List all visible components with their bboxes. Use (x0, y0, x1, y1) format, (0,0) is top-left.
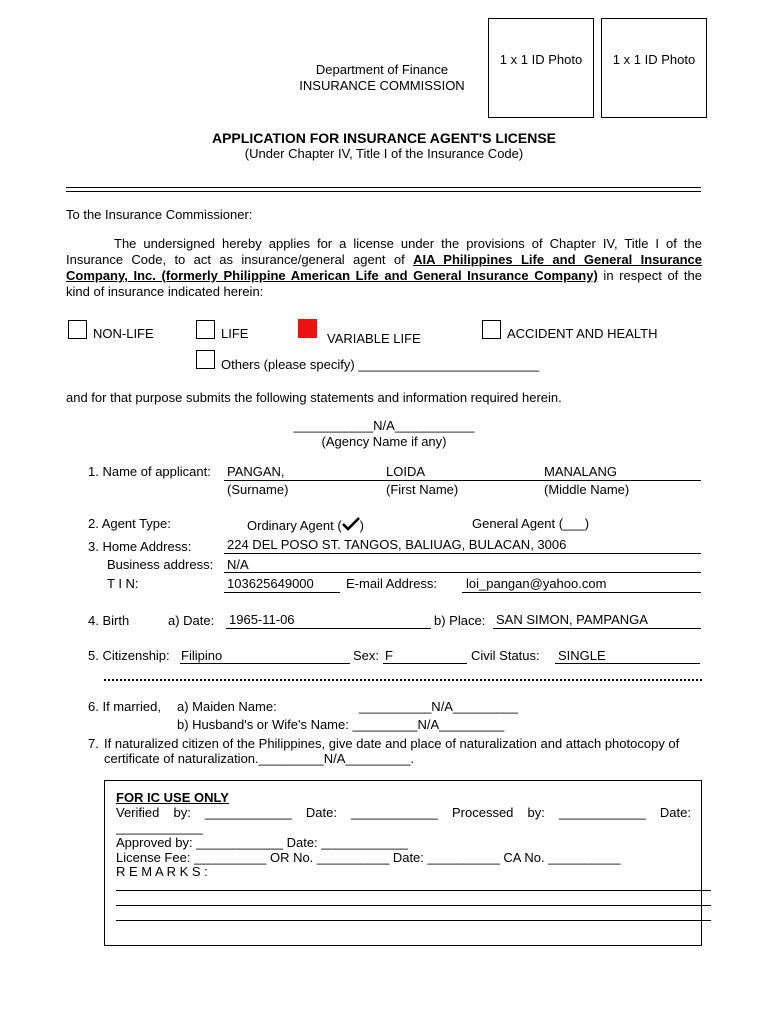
business-address-value: N/A (227, 557, 249, 572)
sex-value: F (385, 648, 393, 663)
dotted-divider (104, 679, 702, 681)
intro-paragraph: The undersigned hereby applies for a license under the provisions of Chapter IV, Title I of the Insurance Code, to act as insurance/general agent of AIA Philippines Life and General Insurance Company, Inc. (formerly Philippine American Life and General Insurance Company) in respect of the kind of insurance indicated herein: (66, 236, 703, 299)
form-title: APPLICATION FOR INSURANCE AGENT'S LICENSE (211, 130, 556, 146)
agency-name-value: ___________N/A___________ (293, 418, 475, 433)
others-label: Others (please specify) _________________________ (221, 357, 540, 372)
home-address-underline (224, 553, 701, 554)
maiden-name-label: a) Maiden Name: (177, 699, 277, 714)
item-3-label: 3. Home Address: (88, 539, 192, 554)
department-name: Department of Finance (315, 62, 449, 77)
verified-date-blank: ____________ (116, 820, 203, 835)
name-underline (224, 480, 701, 481)
form-subtitle: (Under Chapter IV, Title I of the Insurance Code) (244, 146, 524, 161)
citizenship-value: Filipino (181, 648, 223, 663)
salutation: To the Insurance Commissioner: (66, 207, 253, 222)
agency-name-label: (Agency Name if any) (321, 434, 447, 449)
birth-place-value: SAN SIMON, PAMPANGA (496, 612, 648, 627)
id-photo-box-2: 1 x 1 ID Photo (601, 18, 707, 118)
variable-life-checkbox-marked[interactable] (298, 319, 317, 338)
tin-label: T I N: (107, 576, 139, 591)
surname-label: (Surname) (227, 482, 289, 497)
email-underline (462, 592, 701, 593)
life-label: LIFE (221, 326, 249, 341)
accident-health-checkbox[interactable] (482, 320, 501, 339)
birth-date-underline (226, 628, 431, 629)
variable-life-label: VARIABLE LIFE (327, 331, 421, 346)
spouse-name-field: b) Husband's or Wife's Name: _________N/A_________ (177, 717, 505, 732)
birth-place-label: b) Place: (434, 613, 486, 628)
id-photo-box-1: 1 x 1 ID Photo (488, 18, 594, 118)
company-name: AIA Philippines Life and General Insurance Company, Inc. (formerly Philippine American Life and General Insurance Company) (66, 252, 703, 283)
item-7-label: 7. (88, 736, 99, 751)
ordinary-agent-option[interactable]: Ordinary Agent ( ) (247, 518, 364, 533)
non-life-checkbox[interactable] (68, 320, 87, 339)
business-address-label: Business address: (107, 557, 214, 572)
business-address-underline (224, 572, 701, 573)
birth-date-value: 1965-11-06 (229, 612, 295, 627)
item-2-label: 2. Agent Type: (88, 516, 171, 531)
header-divider-top (66, 187, 701, 188)
ic-use-heading: FOR IC USE ONLY (116, 790, 229, 805)
life-checkbox[interactable] (196, 320, 215, 339)
first-name-label: (First Name) (386, 482, 459, 497)
remarks-line-1 (116, 890, 711, 891)
remarks-label: R E M A R K S : (116, 864, 208, 879)
item-6-label: 6. If married, (88, 699, 161, 714)
tin-underline (224, 592, 340, 593)
naturalization-text: If naturalized citizen of the Philippines, give date and place of naturalization and attach photocopy of certificate of naturalization._________N/A_________. (104, 736, 680, 766)
commission-name: INSURANCE COMMISSION (299, 78, 465, 93)
remarks-line-2 (116, 905, 711, 906)
approved-line: Approved by: ____________ Date: ____________ (116, 835, 409, 850)
surname-value: PANGAN, (227, 464, 285, 479)
citizenship-underline (180, 663, 350, 664)
tin-value: 103625649000 (227, 576, 314, 591)
home-address-value: 224 DEL POSO ST. TANGOS, BALIUAG, BULACAN, 3006 (227, 537, 567, 552)
item-1-label: 1. Name of applicant: (88, 464, 211, 479)
others-checkbox[interactable] (196, 350, 215, 369)
civil-status-underline (555, 663, 700, 664)
middle-name-label: (Middle Name) (544, 482, 630, 497)
accident-health-label: ACCIDENT AND HEALTH (507, 326, 658, 341)
sex-underline (383, 663, 467, 664)
birth-place-underline (493, 628, 701, 629)
first-name-value: LOIDA (386, 464, 426, 479)
checkmark-icon (342, 517, 360, 531)
remarks-line-3 (116, 920, 711, 921)
non-life-label: NON-LIFE (93, 326, 154, 341)
item-4-label: 4. Birth (88, 613, 130, 628)
sex-label: Sex: (353, 648, 380, 663)
general-agent-option[interactable]: General Agent (___) (472, 516, 590, 531)
middle-name-value: MANALANG (544, 464, 617, 479)
birth-date-label: a) Date: (168, 613, 215, 628)
purpose-statement: and for that purpose submits the following statements and information required herein. (66, 390, 562, 405)
email-label: E-mail Address: (346, 576, 438, 591)
license-fee-line: License Fee: __________ OR No. __________ Date: __________ CA No. __________ (116, 850, 621, 865)
maiden-name-value: __________N/A_________ (359, 699, 519, 714)
verified-processed-line: Verified by: ____________ Date: ____________ Processed by: ____________ Date: (116, 805, 691, 820)
email-value: loi_pangan@yahoo.com (466, 576, 607, 591)
header-divider-bottom (66, 191, 701, 192)
civil-status-label: Civil Status: (471, 648, 540, 663)
civil-status-value: SINGLE (558, 648, 606, 663)
item-5-label: 5. Citizenship: (88, 648, 170, 663)
